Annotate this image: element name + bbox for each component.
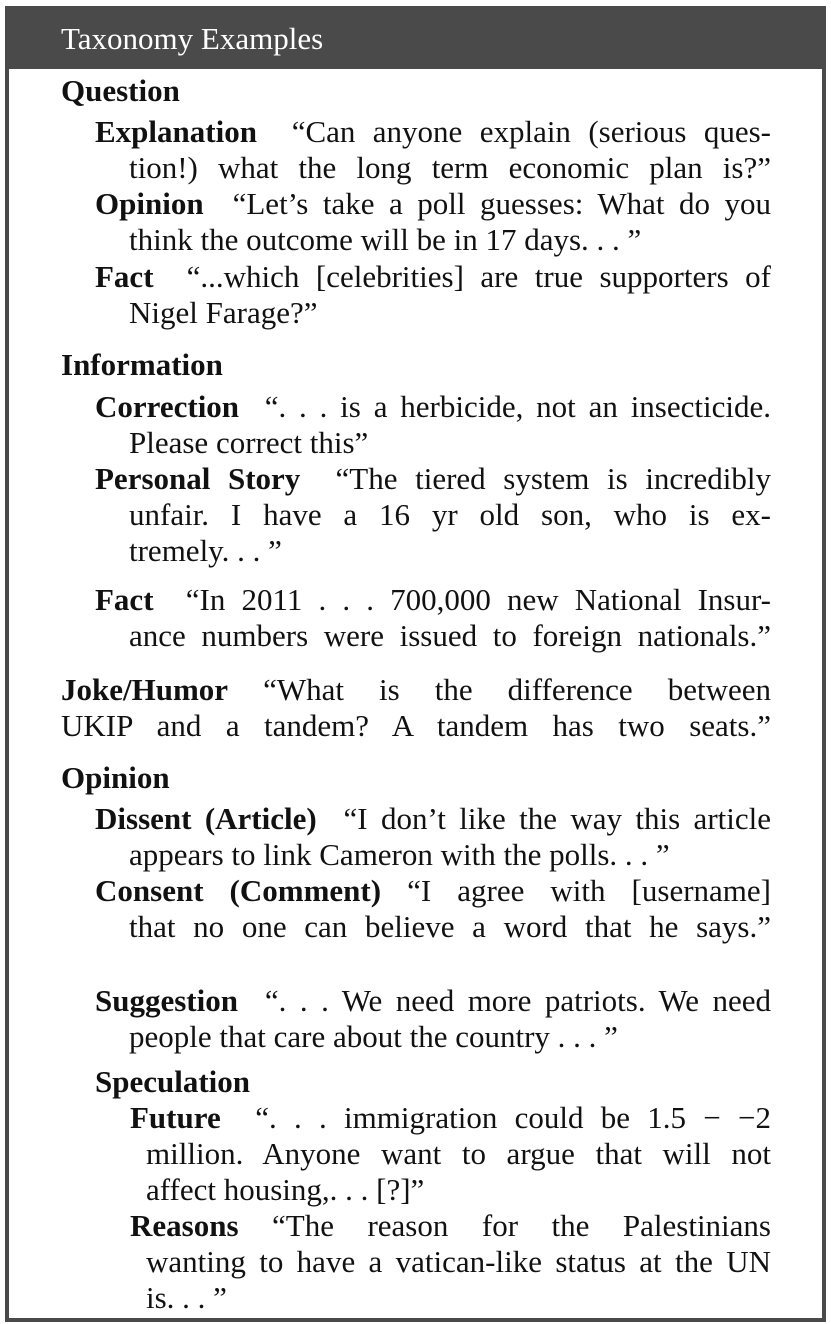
question-explanation-text-2: tion!) what the long term economic plan is?” — [129, 150, 771, 185]
speculation-future-text-2: million. Anyone want to argue that will not — [146, 1136, 771, 1171]
opinion-dissent-text-2: appears to link Cameron with the polls. . . ” — [129, 837, 670, 872]
speculation-future-text-1: “. . . immigration could be 1.5 − −2 — [255, 1100, 772, 1135]
question-explanation-text-1: “Can anyone explain (serious ques- — [291, 114, 771, 149]
information-fact-label: Fact — [95, 582, 154, 617]
question-fact-text-1: “...which [celebrities] are true supporters of — [186, 259, 771, 294]
question-opinion-text-1: “Let’s take a poll guesses: What do you — [232, 186, 771, 221]
opinion-dissent-text-1: “I don’t like the way this article — [343, 801, 771, 836]
section-opinion-heading: Opinion — [61, 760, 170, 795]
question-opinion-label: Opinion — [95, 186, 204, 221]
question-explanation-label: Explanation — [95, 114, 257, 149]
information-personal-story-entry — [95, 461, 771, 569]
opinion-suggestion-label: Suggestion — [95, 983, 238, 1018]
opinion-consent-text-2: that no one can believe a word that he says.” — [129, 909, 771, 944]
information-personal-story-text-3: tremely. . . ” — [129, 533, 282, 568]
information-correction-text-1: “. . . is a herbicide, not an insecticide. — [264, 389, 771, 424]
question-fact-entry — [95, 259, 771, 331]
joke-humor-label: Joke/Humor — [61, 672, 229, 707]
speculation-reasons-entry — [130, 1208, 771, 1316]
opinion-speculation-heading: Speculation — [95, 1064, 251, 1099]
opinion-consent-text-1: “I agree with [username] — [407, 873, 771, 908]
opinion-consent-label: Consent (Comment) — [95, 873, 382, 908]
joke-humor-text-2: UKIP and a tandem? A tandem has two seats.” — [61, 708, 771, 743]
section-information-heading: Information — [61, 347, 223, 382]
speculation-reasons-text-1: “The reason for the Palestinians — [272, 1208, 771, 1243]
information-personal-story-text-1: “The tiered system is incredibly — [335, 461, 771, 496]
speculation-future-entry — [130, 1100, 771, 1208]
speculation-reasons-text-3: is. . . ” — [146, 1280, 227, 1315]
question-explanation-entry — [95, 114, 771, 186]
question-fact-label: Fact — [95, 259, 154, 294]
information-personal-story-text-2: unfair. I have a 16 yr old son, who is ex- — [129, 497, 771, 532]
opinion-suggestion-text-1: “. . . We need more patriots. We need — [264, 983, 771, 1018]
opinion-consent-entry — [95, 873, 771, 945]
box-title: Taxonomy Examples — [9, 10, 822, 69]
opinion-suggestion-entry — [95, 983, 771, 1055]
joke-humor-text-1: “What is the difference between — [263, 672, 771, 707]
opinion-dissent-entry — [95, 801, 771, 873]
information-fact-text-1: “In 2011 . . . 700,000 new National Insur- — [185, 582, 771, 617]
speculation-reasons-label: Reasons — [130, 1208, 239, 1243]
information-correction-entry — [95, 389, 771, 461]
information-fact-text-2: ance numbers were issued to foreign nationals.” — [129, 618, 771, 653]
information-personal-story-label: Personal Story — [95, 461, 301, 496]
speculation-future-label: Future — [130, 1100, 221, 1135]
section-question-heading: Question — [61, 73, 180, 108]
taxonomy-examples-box — [5, 6, 826, 1322]
question-opinion-entry — [95, 186, 771, 258]
opinion-suggestion-text-2: people that care about the country . . . ” — [129, 1019, 618, 1054]
opinion-dissent-label: Dissent (Article) — [95, 801, 317, 836]
information-fact-entry — [95, 582, 771, 654]
information-correction-label: Correction — [95, 389, 240, 424]
speculation-reasons-text-2: wanting to have a vatican-like status at the UN — [146, 1244, 771, 1279]
information-correction-text-2: Please correct this” — [129, 425, 369, 460]
question-opinion-text-2: think the outcome will be in 17 days. . . ” — [129, 222, 642, 257]
question-fact-text-2: Nigel Farage?” — [129, 295, 318, 330]
joke-humor-entry — [61, 672, 771, 744]
speculation-future-text-3: affect housing,. . . [?]” — [146, 1172, 425, 1207]
